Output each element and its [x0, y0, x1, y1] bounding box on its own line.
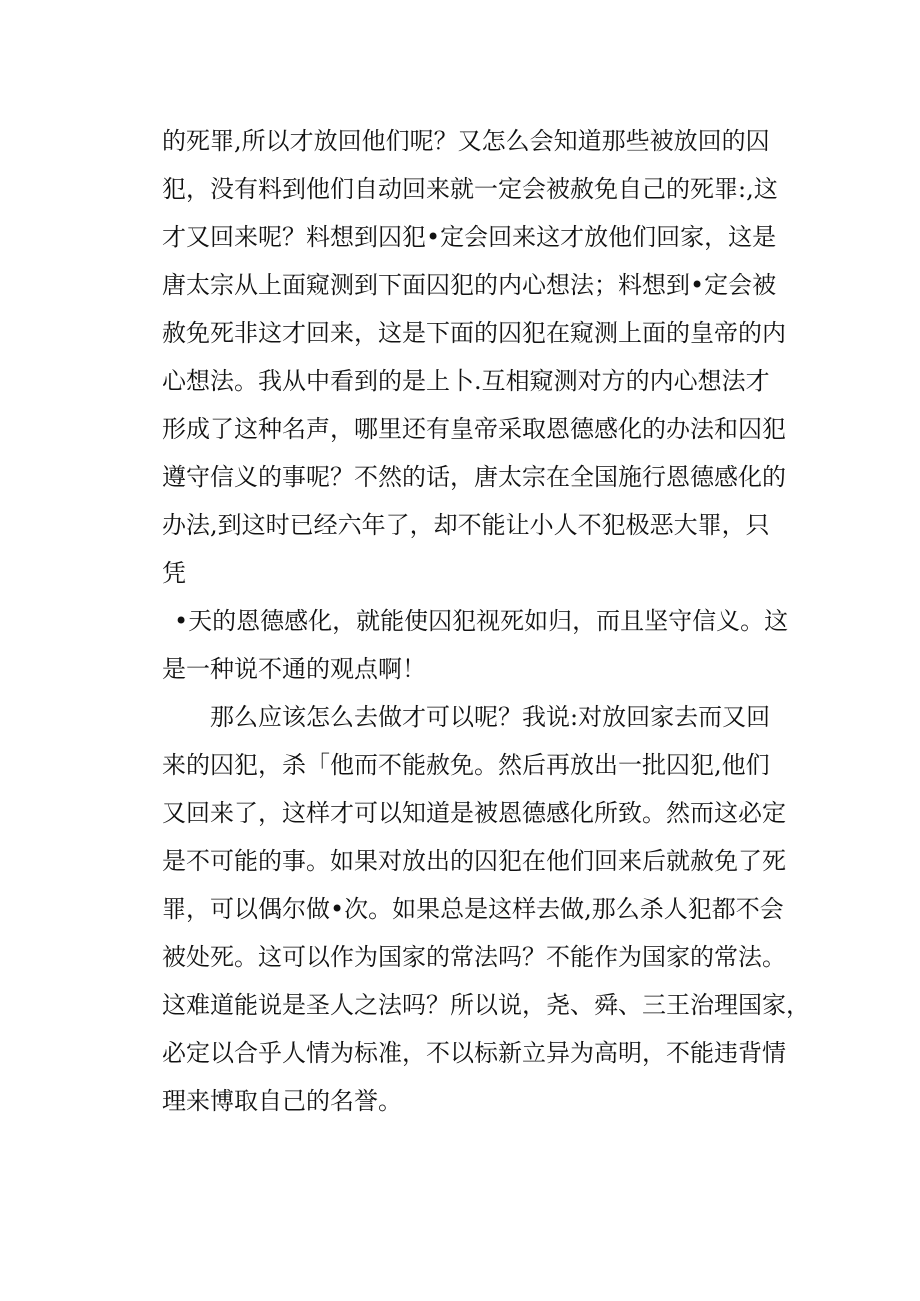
text-line: 的死罪,所以才放回他们呢？又怎么会知道那些被放回的囚 — [162, 127, 770, 155]
text-line: 赦免死非这才回来，这是下面的囚犯在窥测上面的皇帝的内 — [162, 319, 786, 347]
text-line: 形成了这种名声，哪里还有皇帝采取恩德感化的办法和囚犯 — [162, 415, 786, 443]
paragraph-2 — [162, 597, 789, 693]
text-line: 遵守信义的事呢？不然的话，唐太宗在全国施行恩德感化的 — [162, 463, 786, 491]
text-line: 才又回来呢？料想到囚犯•定会回来这才放他们回家，这是 — [162, 223, 777, 251]
text-line: 犯，没有料到他们自动回来就一定会被赦免自己的死罪:,这 — [162, 175, 778, 203]
text-line: •天的恩德感化，就能使囚犯视死如归，而且坚守信义。这 — [174, 607, 789, 635]
paragraph-3 — [162, 693, 810, 1125]
text-line: 那么应该怎么去做才可以呢？我说:对放回家去而又回 — [210, 703, 771, 731]
paragraph-1 — [162, 117, 786, 597]
text-line: 必定以合乎人情为标准，不以标新立异为高明，不能违背情 — [162, 1039, 786, 1067]
text-line: 心想法。我从中看到的是上卜.互相窥测对方的内心想法才 — [162, 367, 770, 395]
text-line: 凭 — [162, 559, 186, 587]
text-line: 唐太宗从上面窥测到下面囚犯的内心想法；料想到•定会被 — [162, 271, 777, 299]
text-line: 办法,到这时已经六年了，却不能让小人不犯极恶大罪，只 — [162, 511, 770, 539]
text-line: 来的囚犯，杀「他而不能赦免。然后再放出一批囚犯,他们 — [162, 751, 770, 779]
text-line: 是不可能的事。如果对放出的囚犯在他们回来后就赦免了死 — [162, 847, 786, 875]
text-line: 被处死。这可以作为国家的常法吗？不能作为国家的常法。 — [162, 943, 786, 971]
text-line: 这难道能说是圣人之法吗？所以说，尧、舜、三王治理国家， — [162, 991, 810, 1019]
text-line: 理来博取自己的名誉。 — [162, 1087, 402, 1115]
text-line: 又回来了，这样才可以知道是被恩德感化所致。然而这必定 — [162, 799, 786, 827]
text-line: 是一种说不通的观点啊！ — [162, 655, 426, 683]
text-line: 罪，可以偶尔做•次。如果总是这样去做,那么杀人犯都不会 — [162, 895, 784, 923]
